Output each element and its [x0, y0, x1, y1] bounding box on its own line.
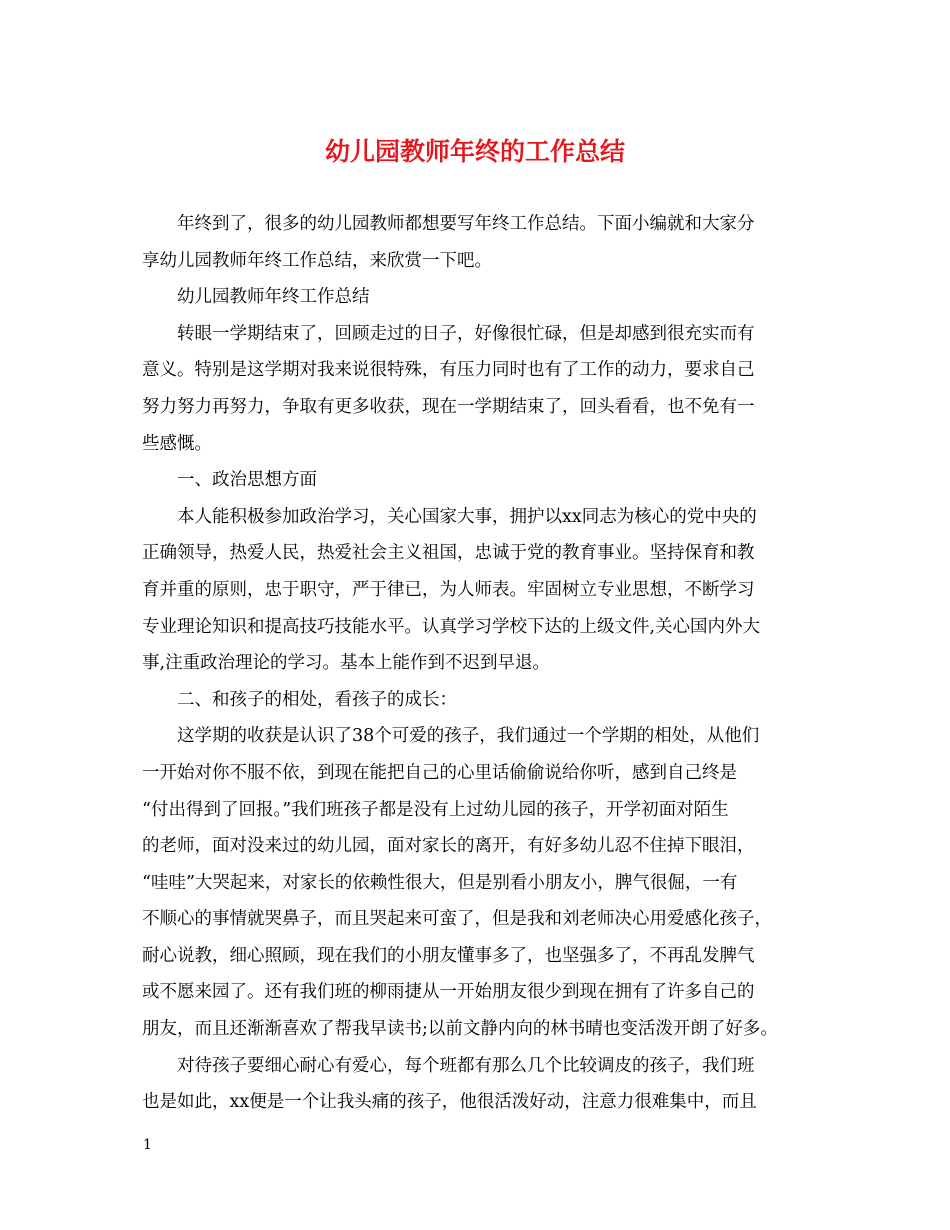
text-line: 事,注重政治理论的学习。基本上能作到不迟到早退。: [142, 653, 551, 674]
document-title: 幼儿园教师年终的工作总结: [324, 137, 625, 166]
text-line: 意义。特别是这学期对我来说很特殊，有压力同时也有了工作的动力，要求自己: [142, 360, 755, 381]
text-line: 也是如此，xx便是一个让我头痛的孩子，他很活泼好动，注意力很难集中，而且: [142, 1092, 757, 1113]
text-line: 朋友，而且还渐渐喜欢了帮我早读书;以前文静内向的林书晴也变活泼开朗了好多。: [142, 1019, 778, 1040]
text-line: 转眼一学期结束了，回顾走过的日子，好像很忙碌，但是却感到很充实而有: [177, 323, 755, 344]
text-line: 幼儿园教师年终工作总结: [177, 287, 370, 308]
text-line: 一、政治思想方面: [177, 470, 317, 491]
text-line: 的老师，面对没来过的幼儿园，面对家长的离开，有好多幼儿忍不住掉下眼泪，: [142, 836, 755, 857]
text-line: 正确领导，热爱人民，热爱社会主义祖国，忠诚于党的教育事业。坚持保育和教: [142, 543, 755, 564]
text-line: 享幼儿园教师年终工作总结，来欣赏一下吧。: [142, 250, 492, 271]
text-line: 育并重的原则，忠于职守，严于律已，为人师表。牢固树立专业思想，不断学习: [142, 579, 755, 600]
text-line: 努力努力再努力，争取有更多收获，现在一学期结束了，回头看看，也不免有一: [142, 396, 755, 417]
text-line: “哇哇”大哭起来，对家长的依赖性很大，但是别看小朋友小，脾气很倔，一有: [142, 872, 738, 893]
text-line: 本人能积极参加政治学习，关心国家大事，拥护以xx同志为核心的党中央的: [177, 506, 757, 527]
text-line: 不顺心的事情就哭鼻子，而且哭起来可蛮了，但是我和刘老师决心用爱感化孩子，: [142, 909, 772, 930]
document-body: [142, 206, 822, 1121]
text-line: 这学期的收获是认识了38个可爱的孩子，我们通过一个学期的相处，从他们: [177, 726, 760, 747]
text-line: 一开始对你不服不依，到现在能把自己的心里话偷偷说给你听，感到自己终是: [142, 762, 737, 783]
text-line: 些感慨。: [142, 433, 212, 454]
text-line: 耐心说教，细心照顾，现在我们的小朋友懂事多了，也坚强多了，不再乱发脾气: [142, 945, 755, 966]
text-line: “付出得到了回报。”我们班孩子都是没有上过幼儿园的孩子，开学初面对陌生: [142, 799, 729, 820]
text-line: 专业理论知识和提高技巧技能水平。认真学习学校下达的上级文件,关心国内外大: [142, 616, 761, 637]
page-number: 1: [143, 1137, 152, 1153]
text-line: 年终到了，很多的幼儿园教师都想要写年终工作总结。下面小编就和大家分: [177, 214, 755, 234]
text-line: 或不愿来园了。还有我们班的柳雨捷从一开始朋友很少到现在拥有了许多自己的: [142, 982, 755, 1003]
text-line: 二、和孩子的相处，看孩子的成长：: [177, 689, 457, 710]
text-line: 对待孩子要细心耐心有爱心，每个班都有那么几个比较调皮的孩子，我们班: [177, 1055, 755, 1076]
